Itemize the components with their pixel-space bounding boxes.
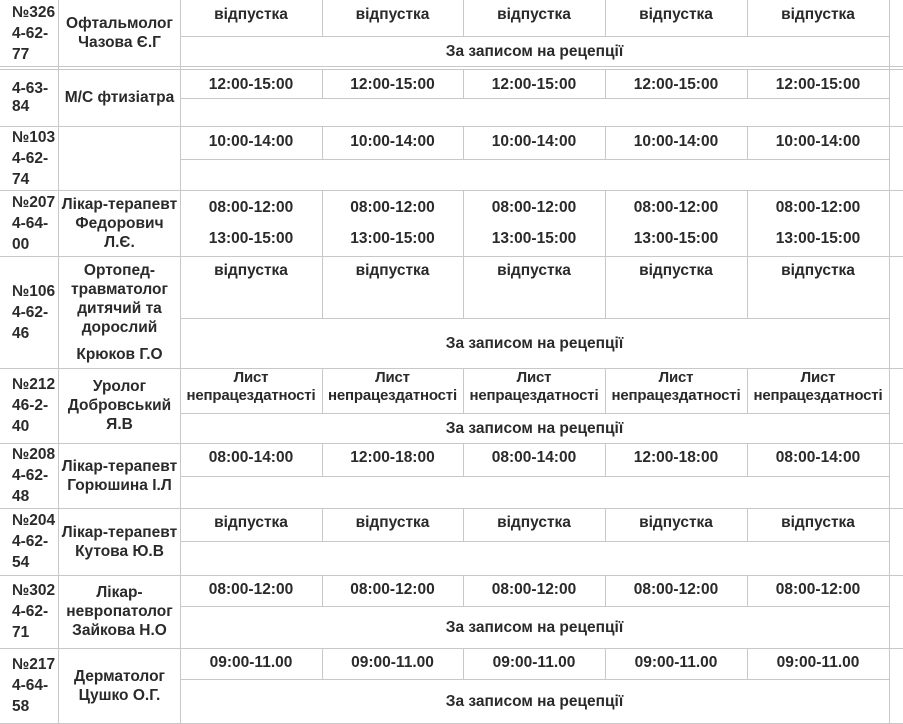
doctor-cell-line: Офтальмолог: [66, 15, 173, 32]
day-cell: [463, 69, 605, 98]
doctor-cell-line: дорослий: [81, 318, 158, 336]
day-cell-line: 12:00-18:00: [633, 449, 719, 466]
day-cell-line: 10:00-14:00: [208, 133, 294, 150]
day-cell-line: 12:00-15:00: [350, 76, 435, 93]
day-cell-line: 12:00-15:00: [491, 76, 577, 93]
doctor-cell-line: невропатолог: [66, 603, 173, 620]
room-phone-cell: [8, 577, 60, 646]
day-cell: [463, 126, 605, 159]
room-phone-cell-line: №208: [12, 446, 56, 463]
room-phone-cell: [8, 370, 60, 441]
doctor-cell: [59, 2, 180, 64]
divider-v-day: [747, 190, 748, 256]
day-cell-line: 08:00-12:00: [208, 581, 294, 598]
day-cell: [322, 126, 463, 159]
day-cell-line: 08:00-14:00: [208, 449, 294, 466]
day-cell-line: відпустка: [781, 514, 855, 531]
doctor-cell: [59, 258, 180, 366]
room-phone-cell-line: 4-62-: [12, 603, 49, 620]
room-phone-cell-line: 4-62-: [12, 303, 49, 321]
day-cell: [463, 0, 605, 36]
day-cell: [180, 126, 322, 159]
day-cell: [322, 443, 463, 476]
day-cell: [463, 575, 605, 606]
room-phone-cell-line: №217: [12, 656, 56, 673]
day-cell-line: непрацездатності: [611, 387, 741, 404]
day-cell-line: 09:00-11.00: [492, 654, 576, 671]
day-cell-line: 12:00-15:00: [208, 76, 294, 93]
day-cell-line: відпустка: [781, 6, 855, 23]
doctor-cell-line: Горюшина І.Л: [67, 476, 172, 494]
doctor-cell-line: Федорович: [75, 214, 164, 232]
room-phone-cell-line: 71: [12, 624, 30, 641]
room-phone-cell: [8, 192, 60, 254]
doctor-cell-line: Уролог: [92, 378, 147, 395]
doctor-cell-line: Ортопед-: [83, 261, 156, 279]
day-cell: [747, 508, 889, 541]
day-cell: [322, 648, 463, 679]
day-cell-line: відпустка: [497, 514, 571, 531]
doctor-cell: [59, 370, 180, 441]
room-phone-cell-line: 48: [12, 488, 30, 505]
day-cell-line: 08:00-14:00: [491, 449, 577, 466]
day-cell-line: 08:00-12:00: [633, 581, 719, 598]
reception-note-line: За записом на рецепції: [445, 692, 624, 710]
day-cell-line: 08:00-12:00: [208, 199, 294, 216]
room-phone-cell-line: 4-62-: [12, 467, 49, 484]
day-cell-line: непрацездатності: [469, 387, 599, 404]
doctor-cell-line: Дерматолог: [73, 667, 166, 685]
day-cell-line: 08:00-14:00: [775, 449, 861, 466]
room-phone-cell: [8, 510, 60, 573]
doctor-cell-line: Цушко О.Г.: [78, 686, 161, 704]
day-cell-line: 10:00-14:00: [775, 133, 861, 150]
day-cell-line: відпустка: [214, 6, 288, 23]
doctor-cell-line: Лікар-терапевт: [61, 457, 178, 475]
day-cell: [463, 192, 605, 254]
day-cell: [180, 368, 322, 413]
day-cell-line: відпустка: [639, 514, 713, 531]
day-cell-line: відпустка: [639, 6, 713, 23]
room-phone-cell-line: 4-64-: [12, 677, 49, 694]
room-phone-cell-line: 46: [12, 324, 30, 342]
day-cell: [322, 508, 463, 541]
room-phone-cell: [8, 258, 60, 366]
doctor-cell: [59, 510, 180, 573]
day-cell: [463, 508, 605, 541]
divider-row: [0, 66, 903, 67]
room-phone-cell-line: №204: [12, 512, 56, 529]
doctor-cell-line: Лікар-терапевт: [61, 523, 178, 541]
reception-note: [180, 413, 889, 443]
room-phone-cell-line: 54: [12, 554, 30, 571]
day-cell-line: 12:00-15:00: [775, 76, 861, 93]
day-cell: [322, 256, 463, 318]
day-cell-line: 13:00-15:00: [633, 230, 719, 247]
day-cell: [463, 368, 605, 413]
reception-note: [180, 36, 889, 66]
day-cell: [180, 648, 322, 679]
doctor-cell: [59, 192, 180, 254]
day-cell-line: відпустка: [214, 262, 288, 279]
reception-note: [180, 98, 889, 126]
day-cell-line: 10:00-14:00: [350, 133, 435, 150]
day-cell-line: відпустка: [781, 262, 855, 279]
day-cell: [463, 443, 605, 476]
doctor-cell-line: Лікар-терапевт: [61, 195, 178, 213]
doctor-cell: [59, 128, 180, 188]
room-phone-cell-line: 84: [12, 97, 30, 115]
day-cell-line: 09:00-11.00: [351, 654, 434, 671]
day-cell-line: непрацездатності: [186, 387, 316, 404]
room-phone-cell-line: 4-63-: [12, 79, 49, 97]
day-cell: [605, 648, 747, 679]
doctor-cell-line: травматолог: [71, 280, 168, 298]
day-cell-line: 09:00-11.00: [634, 654, 718, 671]
day-cell-line: 10:00-14:00: [491, 133, 577, 150]
day-cell-line: відпустка: [355, 6, 430, 23]
doctor-cell-line: М/С фтизіатра: [64, 89, 175, 106]
day-cell: [605, 69, 747, 98]
reception-note: [180, 541, 889, 575]
room-phone-cell-line: №212: [12, 376, 56, 393]
room-phone-cell-line: 46-2-: [12, 397, 49, 414]
day-cell-line: 12:00-18:00: [350, 449, 435, 466]
doctor-cell: [59, 71, 180, 124]
doctor-cell: [59, 577, 180, 646]
day-cell-line: відпустка: [355, 514, 430, 531]
day-cell: [180, 256, 322, 318]
day-cell-line: Лист: [516, 369, 552, 386]
doctor-cell-line: Крюков Г.О: [76, 345, 163, 363]
day-cell-line: 09:00-11.00: [209, 654, 293, 671]
reception-note: [180, 159, 889, 190]
room-phone-cell-line: 4-62-: [12, 149, 49, 167]
day-cell-line: Лист: [375, 369, 410, 386]
day-cell-line: 09:00-11.00: [776, 654, 860, 671]
room-phone-cell-line: №326: [12, 3, 56, 21]
day-cell-line: 08:00-12:00: [491, 199, 577, 216]
day-cell: [180, 69, 322, 98]
reception-note: [180, 318, 889, 368]
day-cell: [605, 508, 747, 541]
room-phone-cell-line: 4-62-: [12, 24, 49, 42]
room-phone-cell-line: 77: [12, 45, 30, 63]
reception-note-line: За записом на рецепції: [445, 419, 624, 437]
room-phone-cell-line: №302: [12, 582, 56, 599]
day-cell: [463, 648, 605, 679]
day-cell-line: непрацездатності: [328, 387, 457, 404]
doctor-cell-line: Зайкова Н.О: [72, 622, 167, 639]
divider-v-day: [605, 190, 606, 256]
doctor-cell-line: дитячий та: [77, 299, 162, 317]
day-cell-line: відпустка: [639, 262, 713, 279]
divider-v-right: [889, 0, 890, 723]
day-cell-line: непрацездатності: [753, 387, 883, 404]
day-cell-line: 13:00-15:00: [491, 230, 577, 247]
day-cell: [180, 0, 322, 36]
day-cell: [747, 648, 889, 679]
day-cell: [180, 575, 322, 606]
day-cell-line: відпустка: [497, 262, 571, 279]
day-cell: [747, 575, 889, 606]
day-cell-line: 13:00-15:00: [775, 230, 861, 247]
room-phone-cell-line: 40: [12, 418, 30, 435]
room-phone-cell-line: 74: [12, 170, 30, 188]
reception-note-line: За записом на рецепції: [445, 618, 624, 636]
day-cell-line: Лист: [800, 369, 836, 386]
room-phone-cell-line: №106: [12, 282, 56, 300]
day-cell-line: Лист: [233, 369, 269, 386]
day-cell: [605, 126, 747, 159]
room-phone-cell-line: 00: [12, 235, 30, 253]
reception-note: [180, 476, 889, 508]
reception-note-line: За записом на рецепції: [445, 334, 624, 352]
reception-note: [180, 606, 889, 648]
room-phone-cell-line: 58: [12, 698, 30, 715]
day-cell: [747, 126, 889, 159]
day-cell-line: 13:00-15:00: [350, 230, 435, 247]
day-cell: [747, 256, 889, 318]
doctor-cell-line: Л.Є.: [104, 233, 135, 251]
day-cell: [322, 575, 463, 606]
day-cell-line: 13:00-15:00: [208, 230, 294, 247]
room-phone-cell-line: 4-64-: [12, 214, 49, 232]
day-cell-line: відпустка: [497, 6, 571, 23]
room-phone-cell: [8, 2, 60, 64]
day-cell-line: 12:00-15:00: [633, 76, 719, 93]
day-cell: [605, 575, 747, 606]
day-cell: [605, 368, 747, 413]
day-cell: [180, 192, 322, 254]
day-cell: [463, 256, 605, 318]
day-cell-line: 08:00-12:00: [350, 581, 435, 598]
day-cell: [605, 0, 747, 36]
day-cell-line: Лист: [658, 369, 694, 386]
room-phone-cell: [8, 445, 60, 506]
day-cell-line: 10:00-14:00: [633, 133, 719, 150]
day-cell-line: 08:00-12:00: [350, 199, 435, 216]
room-phone-cell: [8, 650, 60, 721]
doctor-cell-line: Чазова Є.Г: [78, 34, 161, 51]
room-phone-cell-line: 4-62-: [12, 533, 49, 550]
divider-v-day: [322, 190, 323, 256]
day-cell-line: відпустка: [214, 514, 288, 531]
day-cell: [180, 508, 322, 541]
room-phone-cell-line: №103: [12, 128, 56, 146]
day-cell: [322, 69, 463, 98]
day-cell: [747, 0, 889, 36]
doctor-cell-line: Добровський: [67, 397, 172, 414]
day-cell: [605, 192, 747, 254]
divider-v-day: [463, 190, 464, 256]
day-cell-line: 08:00-12:00: [775, 199, 861, 216]
doctor-cell: [59, 445, 180, 506]
doctor-cell-line: Кутова Ю.В: [75, 542, 164, 560]
day-cell-line: 08:00-12:00: [633, 199, 719, 216]
reception-note: [180, 679, 889, 723]
room-phone-cell-line: №207: [12, 193, 56, 211]
day-cell: [747, 69, 889, 98]
day-cell: [322, 192, 463, 254]
reception-note-line: За записом на рецепції: [445, 42, 624, 60]
day-cell: [322, 0, 463, 36]
day-cell: [747, 443, 889, 476]
day-cell-line: відпустка: [355, 262, 430, 279]
room-phone-cell: [8, 71, 60, 124]
day-cell-line: 08:00-12:00: [775, 581, 861, 598]
day-cell: [180, 443, 322, 476]
doctor-cell-line: Я.В: [106, 416, 133, 433]
day-cell: [747, 368, 889, 413]
day-cell: [605, 443, 747, 476]
day-cell-line: 08:00-12:00: [491, 581, 577, 598]
room-phone-cell: [8, 128, 60, 188]
doctor-cell-line: Лікар-: [96, 584, 143, 601]
day-cell: [747, 192, 889, 254]
doctor-cell: [59, 650, 180, 721]
day-cell: [605, 256, 747, 318]
divider-row-top: [0, 190, 903, 191]
day-cell: [322, 368, 463, 413]
